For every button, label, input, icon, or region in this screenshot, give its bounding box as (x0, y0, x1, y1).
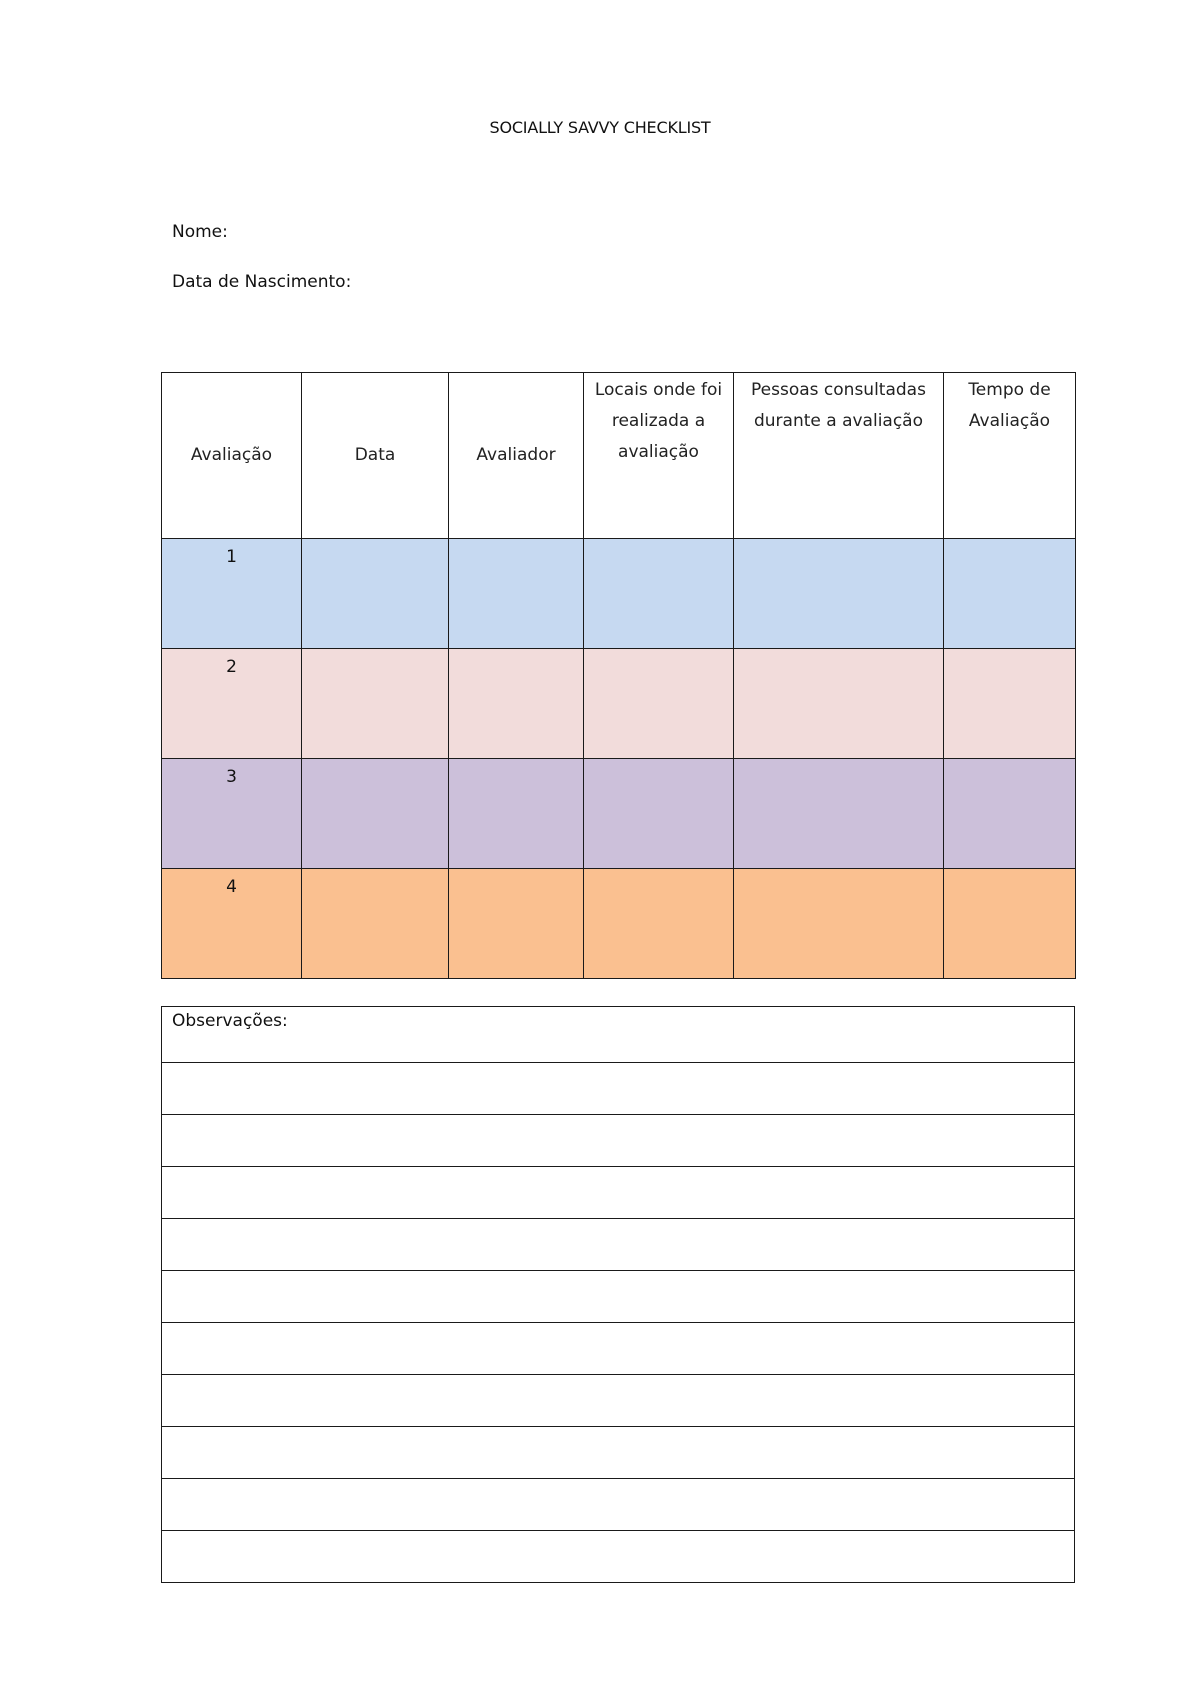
assessment-entry-cell[interactable] (584, 759, 734, 869)
assessment-entry-cell[interactable] (944, 869, 1076, 979)
assessment-number-cell: 2 (162, 649, 302, 759)
notes-line[interactable] (162, 1167, 1075, 1219)
assessment-entry-cell[interactable] (734, 539, 944, 649)
notes-line[interactable] (162, 1427, 1075, 1479)
notes-line[interactable] (162, 1115, 1075, 1167)
header-pessoas: Pessoas consultadas durante a avaliação (734, 373, 944, 539)
assessment-row (162, 869, 1076, 979)
assessment-entry-cell[interactable] (734, 649, 944, 759)
assessment-entry-cell[interactable] (944, 759, 1076, 869)
name-label: Nome: (172, 222, 228, 242)
notes-line-row (162, 1375, 1075, 1427)
header-data: Data (302, 373, 449, 539)
notes-table (161, 1006, 1075, 1583)
assessment-number-cell: 1 (162, 539, 302, 649)
notes-line[interactable] (162, 1271, 1075, 1323)
birthdate-label: Data de Nascimento: (172, 272, 352, 292)
notes-line-row (162, 1531, 1075, 1583)
notes-line[interactable] (162, 1375, 1075, 1427)
notes-line[interactable] (162, 1219, 1075, 1271)
assessment-number-cell: 3 (162, 759, 302, 869)
notes-line-row (162, 1219, 1075, 1271)
notes-line-row (162, 1115, 1075, 1167)
notes-line-row (162, 1167, 1075, 1219)
header-avaliador: Avaliador (449, 373, 584, 539)
assessment-entry-cell[interactable] (302, 649, 449, 759)
assessment-entry-cell[interactable] (944, 539, 1076, 649)
notes-body (162, 1007, 1075, 1583)
assessment-entry-cell[interactable] (734, 759, 944, 869)
notes-line[interactable] (162, 1479, 1075, 1531)
notes-line-row (162, 1427, 1075, 1479)
assessment-number-cell: 4 (162, 869, 302, 979)
assessment-entry-cell[interactable] (944, 649, 1076, 759)
notes-line-row (162, 1063, 1075, 1115)
notes-header-row (162, 1007, 1075, 1063)
assessment-body (162, 539, 1076, 979)
notes-line[interactable] (162, 1531, 1075, 1583)
header-tempo: Tempo de Avaliação (944, 373, 1076, 539)
assessment-entry-cell[interactable] (449, 759, 584, 869)
assessment-entry-cell[interactable] (449, 869, 584, 979)
assessment-entry-cell[interactable] (584, 869, 734, 979)
assessment-row (162, 539, 1076, 649)
assessment-entry-cell[interactable] (449, 539, 584, 649)
assessment-row (162, 649, 1076, 759)
notes-line-row (162, 1479, 1075, 1531)
assessment-row (162, 759, 1076, 869)
document-title: SOCIALLY SAVVY CHECKLIST (489, 118, 711, 137)
notes-label[interactable]: Observações: (162, 1007, 1075, 1063)
notes-line[interactable] (162, 1063, 1075, 1115)
assessment-entry-cell[interactable] (584, 539, 734, 649)
assessment-entry-cell[interactable] (302, 539, 449, 649)
notes-line[interactable] (162, 1323, 1075, 1375)
assessment-entry-cell[interactable] (734, 869, 944, 979)
header-avaliacao: Avaliação (162, 373, 302, 539)
assessment-entry-cell[interactable] (584, 649, 734, 759)
assessment-entry-cell[interactable] (302, 759, 449, 869)
notes-line-row (162, 1323, 1075, 1375)
notes-line-row (162, 1271, 1075, 1323)
assessment-entry-cell[interactable] (449, 649, 584, 759)
assessment-table (161, 372, 1076, 979)
assessment-header-row (162, 373, 1076, 539)
header-locais: Locais onde foi realizada a avaliação (584, 373, 734, 539)
assessment-entry-cell[interactable] (302, 869, 449, 979)
